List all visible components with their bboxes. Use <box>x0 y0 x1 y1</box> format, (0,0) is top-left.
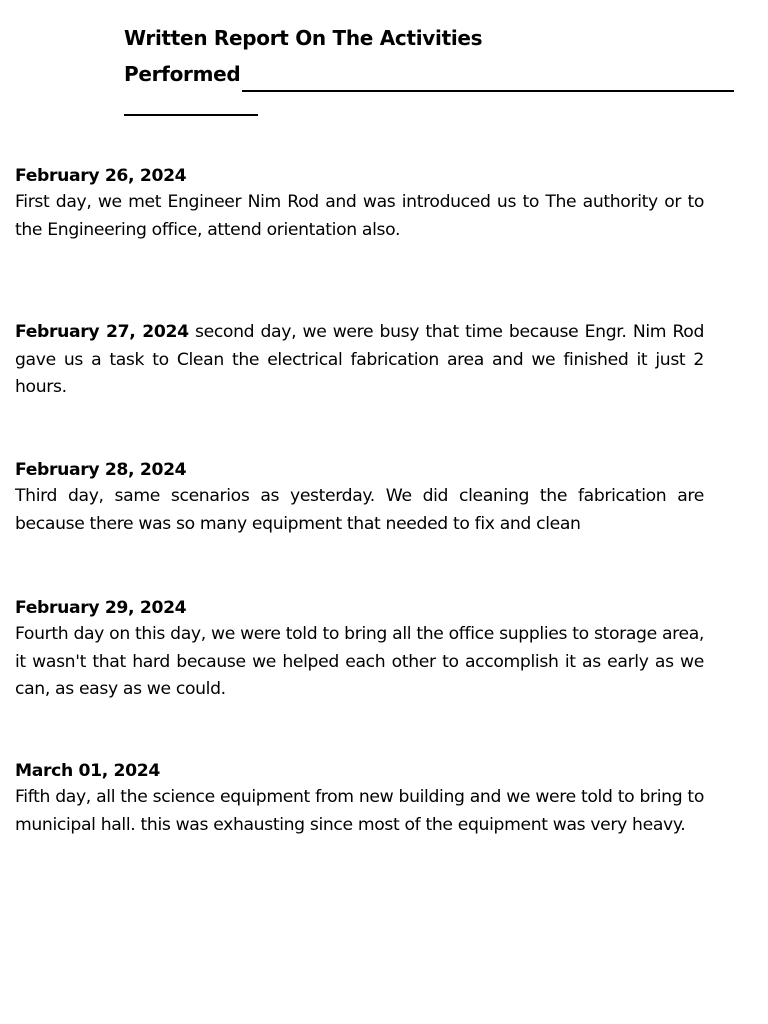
entry-date: February 29, 2024 <box>15 598 187 618</box>
entry-feb-26 <box>15 163 704 244</box>
entry-date: February 26, 2024 <box>15 166 187 186</box>
report-title-line1: Written Report On The Activities <box>124 26 483 50</box>
entry-text: Third day, same scenarios as yesterday. We did cleaning the fabrication are because there was so many equipment that needed to fix and clean <box>15 486 704 534</box>
entry-feb-28 <box>15 457 704 538</box>
entry-text: Fifth day, all the science equipment from new building and we were told to bring to municipal hall. this was exhausting since most of the equipment was very heavy. <box>15 787 704 835</box>
entry-feb-29 <box>15 595 704 704</box>
entry-mar-01 <box>15 758 704 839</box>
report-title-line2 <box>124 56 734 92</box>
entry-feb-27 <box>15 319 704 402</box>
entry-date: February 28, 2024 <box>15 460 187 480</box>
entry-text: Fourth day on this day, we were told to bring all the office supplies to storage area, it wasn't that hard because we helped each other to accomplish it as early as we can, as easy as we could. <box>15 624 704 699</box>
entry-text: First day, we met Engineer Nim Rod and was introduced us to The authority or to the Engineering office, attend orientation also. <box>15 192 704 240</box>
entry-date: February 27, 2024 <box>15 322 189 342</box>
title-underline-rule-2 <box>124 114 258 116</box>
title-underline-rule <box>242 64 734 92</box>
entry-paragraph <box>15 319 704 402</box>
entry-date: March 01, 2024 <box>15 761 160 781</box>
report-title-performed: Performed <box>124 62 241 86</box>
entry-text: second day, we were busy that time because Engr. Nim Rod gave us a task to Clean the electrical fabrication area and we finished it just 2 hours. <box>15 322 705 397</box>
report-title <box>124 20 734 116</box>
